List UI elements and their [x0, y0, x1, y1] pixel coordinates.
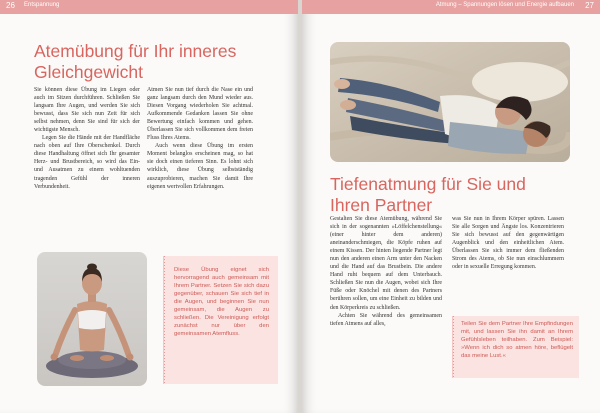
left-tip-box	[163, 256, 278, 384]
left-tip-text: Diese Übung eignet sich hervorragend auch gemeinsam mit Ihrem Partner. Setzen Sie sich dazu gegenüber, schauen Sie sich tief in die Augen, und beginnen Sie nun gemeinsam, die Augen zu schließen. Die Vereinigung erfolgt zunächst nur über den gemeinsamen Atemfluss.	[174, 267, 269, 338]
right-col1-paragraph-1: Gestalten Sie diese Atemübung, während Sie sich in der sogenannten »Löffelchenstellung« (einer hinter dem anderen) aneinanderschmiegen, die Köpfe ruhen auf einem Kissen. Der hinten liegende Partner legt nun den anderen einen Arm unter den Nacken und die Hand auf das Brustbein. Die andere Hand ruht bequem auf dem Unterbauch. Schließen Sie nun die Augen, wobei sich Ihre Füße oder Knöchel mit denen des Partners berühren sollen, um eine Einheit zu bilden und den Körperkreis zu schließen.	[330, 216, 442, 311]
right-title-line1: Tiefenatmung für Sie und	[330, 174, 526, 194]
right-page-number: 27	[585, 1, 594, 10]
left-title-line2: Gleichgewicht	[34, 62, 143, 82]
right-column-2	[452, 215, 564, 271]
left-col1-paragraph-1: Sie können diese Übung im Liegen oder auch im Sitzen durchführen. Schließen Sie langsam Ihre Augen, und werden Sie sich bewusst, dass Sie sich nun Zeit für sich selbst nehmen, denn Sie sind für sich der wichtigste Mensch.	[34, 87, 140, 134]
right-column-1	[330, 215, 442, 328]
right-title	[330, 174, 526, 216]
left-col1-paragraph-2: Legen Sie die Hände mit der Handfläche nach oben auf Ihre Oberschenkel. Durch diese Handhaltung öffnet sich Ihr gesamter Herz- und Brustbereich, so wird das Ein- und Ausatmen zu einem wohltuenden tragenden Gefühl der inneren Verbundenheit.	[34, 135, 140, 190]
left-title	[34, 41, 236, 83]
yoga-woman-photo	[37, 252, 147, 386]
couple-photo	[330, 42, 570, 162]
left-col2-paragraph-1: Atmen Sie nun tief durch die Nase ein und ganz langsam durch den Mund wieder aus. Diesen Vorgang wiederholen Sie achtmal. Aufkommende Gedanken lassen Sie ohne Bewertung einfach kommen und gehen. Überlassen Sie sich vollkommen dem freien Fluss Ihres Atems.	[147, 87, 253, 142]
right-col1-paragraph-2: Achten Sie während des gemeinsamen tiefen Atmens auf alles,	[330, 312, 442, 327]
left-column-2	[147, 86, 253, 191]
right-tip-text: Teilen Sie dem Partner Ihre Empfindungen mit, und lassen Sie ihn damit an Ihrem Gefühlsleben teilhaben. Zum Beispiel: »Wenn ich dich so atmen höre, beflügelt das meine Lust.«	[461, 321, 573, 360]
right-col2-paragraph-1: was Sie nun in Ihrem Körper spüren. Lassen Sie alle Sorgen und Ängste los. Konzentrieren Sie sich bewusst auf den gegenwärtigen Augenblick und den einheitlichen Atem. Überlassen Sie sich immer dem fließenden Strom des Atems, ob Sie nun einschlummern oder in sexuelle Erregung kommen.	[452, 216, 564, 271]
left-title-line1: Atemübung für Ihr inneres	[34, 41, 237, 61]
left-col2-paragraph-2: Auch wenn diese Übung im ersten Moment belanglos erscheinen mag, so hat sie doch einen tieferen Sinn. Es lohnt sich wirklich, diese Übung selbstständig auszuprobieren, machen Sie damit Ihre eigenen wertvollen Erfahrungen.	[147, 143, 253, 190]
right-running-head: Atmung – Spannungen lösen und Energie aufbauen	[435, 2, 574, 8]
right-page	[302, 0, 600, 413]
right-title-line2: Ihren Partner	[330, 195, 433, 215]
left-page	[0, 0, 298, 413]
right-tip-box	[452, 316, 579, 378]
left-column-1	[34, 86, 140, 191]
left-page-number: 26	[6, 1, 15, 10]
left-running-head: Entspannung	[24, 2, 60, 8]
